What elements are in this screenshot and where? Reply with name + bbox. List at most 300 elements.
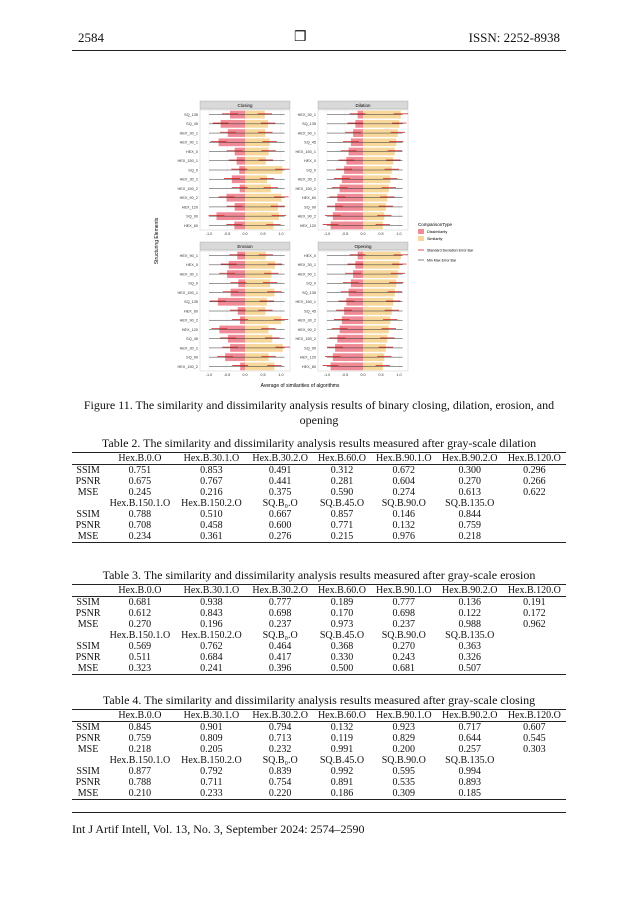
table-cell: 0.893	[458, 777, 481, 788]
table-row	[72, 465, 566, 477]
table-cell: PSNR	[75, 520, 101, 531]
table-cell: 0.491	[247, 465, 313, 477]
table-cell: 0.196	[200, 619, 223, 630]
table-cell: 0.368	[330, 641, 354, 652]
row-label: SQ_0	[306, 168, 316, 173]
table-cell: Hex.B.60.O	[313, 710, 371, 722]
row-label: HEX_0	[303, 254, 316, 259]
header-rule	[72, 50, 566, 51]
table-cell: SQ.B₀.O	[262, 755, 298, 766]
table-cell: 0.270	[458, 476, 481, 487]
x-tick-label: 1.0	[278, 232, 284, 236]
table-cell: 0.681	[104, 597, 176, 609]
row-label: HEX_0	[303, 159, 316, 164]
table-cell: 0.713	[268, 733, 292, 744]
row-label: HEX_90_1	[297, 272, 316, 277]
table-cell: 0.754	[268, 777, 292, 788]
table-cell: SQ.B.135.O	[445, 498, 495, 509]
row-label: HEX_150_1	[177, 159, 198, 164]
table-cell: 0.464	[268, 641, 292, 652]
journal-footer: Int J Artif Intell, Vol. 13, No. 3, September 2024: 2574–2590	[72, 822, 365, 836]
table-cell: 0.569	[128, 641, 152, 652]
table-3-caption: Table 3. The similarity and dissimilarity analysis results measured after gray-scale erosion	[102, 568, 536, 582]
box-icon: ❒	[294, 30, 307, 45]
row-label: HEX_120	[299, 355, 316, 360]
row-label: SQ_135	[302, 290, 316, 295]
row-label: HEX_60	[301, 196, 316, 201]
row-label: HEX_30_1	[297, 113, 316, 118]
table-cell	[503, 755, 566, 766]
table-cell: 0.590	[330, 487, 354, 498]
table-cell: Hex.B.0.O	[104, 710, 176, 722]
table-cell: 0.877	[128, 766, 152, 777]
table-header-row	[72, 453, 566, 465]
table-cell: 0.698	[268, 608, 292, 619]
row-label: HEX_0	[185, 149, 198, 154]
table-row	[72, 641, 566, 652]
table-cell: 0.276	[247, 531, 313, 543]
row-label: HEX_30_2	[297, 177, 316, 182]
table-cell: Hex.B.0.O	[104, 453, 176, 465]
table-cell: 0.500	[313, 663, 371, 675]
table-cell: 0.270	[128, 619, 152, 630]
row-label: SQ_0	[188, 168, 198, 173]
table-cell: MSE	[72, 663, 104, 675]
table-cell: 0.788	[128, 509, 152, 520]
table-cell: 0.938	[176, 597, 248, 609]
table-cell	[503, 652, 566, 663]
table-cell: 0.205	[200, 744, 223, 755]
table-3	[72, 584, 566, 675]
table-cell: 0.600	[268, 520, 292, 531]
x-tick-label: -0.5	[341, 232, 349, 236]
table-cell: Hex.B.30.1.O	[176, 453, 248, 465]
table-cell: 0.237	[268, 619, 292, 630]
row-label: SQ_45	[186, 337, 198, 342]
table-cell	[503, 520, 566, 531]
row-label: HEX_90_2	[297, 214, 316, 219]
table-cell: 0.794	[247, 722, 313, 734]
row-label: HEX_90_2	[297, 327, 316, 332]
table-row	[72, 652, 566, 663]
table-row	[72, 487, 566, 498]
table-cell: 0.545	[523, 733, 546, 744]
table-cell: 0.170	[330, 608, 354, 619]
page-number: 2584	[78, 30, 104, 45]
row-label: SQ_135	[184, 113, 198, 118]
figure-11	[150, 96, 490, 391]
table-cell: 0.237	[392, 619, 416, 630]
table-cell: 0.809	[200, 733, 223, 744]
table-cell: 0.672	[371, 465, 437, 477]
table-cell: Hex.B.120.O	[503, 453, 566, 465]
table-cell: 0.777	[247, 597, 313, 609]
table-cell: 0.172	[523, 608, 546, 619]
x-tick-label: 1.0	[278, 373, 284, 377]
table-cell: Hex.B.90.2.O	[437, 710, 503, 722]
row-label: HEX_0	[185, 263, 198, 268]
table-cell: 0.684	[200, 652, 223, 663]
table-cell: 0.839	[268, 766, 292, 777]
table-cell: 0.976	[371, 531, 437, 543]
row-label: HEX_60	[183, 309, 198, 314]
table-cell: Hex.B.90.2.O	[437, 453, 503, 465]
table-cell: Hex.B.60.O	[313, 453, 371, 465]
table-cell: 0.992	[330, 766, 354, 777]
table-cell: 0.185	[437, 788, 503, 800]
table-row	[72, 509, 566, 520]
table-cell	[503, 630, 566, 641]
table-cell: 0.751	[104, 465, 176, 477]
legend-label: Dissimilarity	[427, 230, 448, 234]
row-label: SQ_45	[304, 309, 316, 314]
row-label: SQ_90	[304, 205, 316, 210]
table-cell: 0.309	[371, 788, 437, 800]
table-cell: 0.777	[371, 597, 437, 609]
table-cell: 0.210	[104, 788, 176, 800]
table-header-row	[72, 498, 566, 509]
table-cell: SQ.B.135.O	[445, 755, 495, 766]
table-cell: 0.326	[458, 652, 481, 663]
table-cell: 0.962	[523, 619, 546, 630]
table-cell: 0.417	[268, 652, 292, 663]
table-row	[72, 766, 566, 777]
table-cell: 0.186	[313, 788, 371, 800]
legend-label: Min Max Error Bar	[427, 258, 457, 263]
table-cell: 0.241	[176, 663, 248, 675]
table-cell: 0.274	[392, 487, 416, 498]
table-cell: 0.844	[458, 509, 481, 520]
table-cell: 0.535	[392, 777, 416, 788]
x-tick-label: -1.0	[205, 232, 213, 236]
table-cell: 0.216	[200, 487, 223, 498]
table-cell: 0.132	[392, 520, 416, 531]
legend-swatch-dissimilarity	[418, 229, 424, 234]
table-cell: SSIM	[72, 465, 104, 477]
row-label: HEX_90_1	[179, 254, 198, 259]
table-cell: Hex.B.120.O	[503, 710, 566, 722]
row-label: HEX_90_2	[179, 318, 198, 323]
table-row	[72, 608, 566, 619]
row-label: HEX_150_2	[295, 186, 316, 191]
row-label: HEX_150_1	[295, 300, 316, 305]
table-cell: Hex.B.150.1.O	[109, 755, 171, 766]
table-cell	[72, 498, 104, 509]
row-label: HEX_150_2	[295, 337, 316, 342]
table-cell: 0.711	[200, 777, 223, 788]
table-cell: Hex.B.0.O	[104, 585, 176, 597]
facet-title: Dilation	[355, 103, 371, 108]
row-label: HEX_30_1	[297, 263, 316, 268]
table-cell: 0.191	[503, 597, 566, 609]
facet-title: Erosion	[237, 244, 253, 249]
table-cell: 0.396	[247, 663, 313, 675]
table-cell: 0.375	[268, 487, 292, 498]
table-cell: 0.281	[330, 476, 354, 487]
row-label: HEX_60	[183, 223, 198, 228]
table-cell: SSIM	[76, 509, 100, 520]
table-cell: Hex.B.90.1.O	[371, 453, 437, 465]
row-label: HEX_30_2	[179, 346, 198, 351]
table-cell: 0.792	[200, 766, 223, 777]
table-4	[72, 709, 566, 800]
table-cell: 0.361	[176, 531, 248, 543]
table-cell: Hex.B.90.2.O	[437, 585, 503, 597]
table-cell: Hex.B.150.1.O	[109, 498, 171, 509]
table-cell: 0.146	[392, 509, 416, 520]
table-cell: PSNR	[75, 733, 101, 744]
table-row	[72, 531, 566, 543]
row-label: HEX_30_1	[179, 272, 198, 277]
table-cell	[72, 585, 104, 597]
table-cell: SQ.B.90.O	[381, 498, 426, 509]
table-cell: 0.270	[392, 641, 416, 652]
table-cell: MSE	[77, 619, 99, 630]
x-tick-label: 0.0	[242, 373, 248, 377]
row-label: SQ_135	[302, 122, 316, 127]
row-label: HEX_30_2	[179, 177, 198, 182]
row-label: SQ_90	[186, 214, 198, 219]
table-cell: MSE	[77, 744, 99, 755]
table-cell: 0.233	[176, 788, 248, 800]
table-cell: 0.136	[437, 597, 503, 609]
row-label: HEX_30_2	[297, 318, 316, 323]
table-cell: 0.604	[392, 476, 416, 487]
table-cell: PSNR	[75, 652, 101, 663]
table-cell: SSIM	[72, 597, 104, 609]
table-cell: 0.218	[437, 531, 503, 543]
table-cell: Hex.B.30.2.O	[247, 453, 313, 465]
table-cell	[503, 777, 566, 788]
table-cell: 0.829	[392, 733, 416, 744]
row-label: SQ_90	[186, 355, 198, 360]
table-cell: SQ.B.45.O	[319, 498, 365, 509]
table-cell: 0.853	[176, 465, 248, 477]
table-cell: 0.243	[392, 652, 416, 663]
table-cell: Hex.B.150.2.O	[181, 755, 242, 766]
table-cell: 0.759	[128, 733, 152, 744]
table-row	[72, 663, 566, 675]
table-cell	[503, 498, 566, 509]
table-row	[72, 520, 566, 531]
table-header-row	[72, 630, 566, 641]
table-cell: 0.220	[247, 788, 313, 800]
table-row	[72, 777, 566, 788]
table-cell: SSIM	[72, 722, 104, 734]
table-cell: SSIM	[76, 766, 100, 777]
y-axis-label: Structuring Elements	[154, 217, 160, 265]
table-cell: Hex.B.90.1.O	[371, 710, 437, 722]
table-cell: SQ.B.135.O	[445, 630, 495, 641]
row-label: HEX_30_1	[179, 131, 198, 136]
table-cell: MSE	[72, 788, 104, 800]
table-cell: PSNR	[75, 608, 101, 619]
legend-label: Similarity	[427, 237, 443, 241]
table-cell: 0.303	[523, 744, 546, 755]
table-cell: 0.189	[313, 597, 371, 609]
table-cell: SSIM	[76, 641, 100, 652]
table-cell	[72, 630, 104, 641]
table-cell: 0.607	[503, 722, 566, 734]
x-tick-label: 1.0	[396, 232, 402, 236]
table-cell: 0.266	[523, 476, 546, 487]
table-cell: Hex.B.60.O	[313, 585, 371, 597]
table-cell: 0.788	[128, 777, 152, 788]
table-cell: 0.119	[330, 733, 354, 744]
table-row	[72, 788, 566, 800]
table-4-caption: Table 4. The similarity and dissimilarity analysis results measured after gray-scale closing	[102, 693, 536, 707]
table-cell: 0.330	[330, 652, 354, 663]
table-cell: SQ.B₀.O	[262, 630, 298, 641]
table-cell: 0.923	[371, 722, 437, 734]
table-cell: Hex.B.150.2.O	[181, 630, 242, 641]
x-tick-label: -0.5	[223, 373, 231, 377]
table-cell: 0.708	[128, 520, 152, 531]
table-cell: 0.681	[371, 663, 437, 675]
table-cell: 0.613	[458, 487, 481, 498]
row-label: HEX_150_1	[295, 149, 316, 154]
table-cell: 0.845	[104, 722, 176, 734]
table-cell: SQ.B.45.O	[319, 630, 365, 641]
row-label: HEX_90_1	[297, 131, 316, 136]
x-tick-label: -1.0	[323, 373, 331, 377]
table-cell: 0.507	[437, 663, 503, 675]
table-row	[72, 744, 566, 755]
table-cell: 0.300	[437, 465, 503, 477]
row-label: HEX_90_1	[179, 140, 198, 145]
table-cell: 0.759	[458, 520, 481, 531]
table-cell: 0.234	[104, 531, 176, 543]
row-label: SQ_0	[306, 281, 316, 286]
table-row	[72, 722, 566, 734]
row-label: SQ_135	[184, 300, 198, 305]
table-cell: 0.458	[200, 520, 223, 531]
row-label: HEX_150_2	[177, 364, 198, 369]
table-cell: 0.510	[200, 509, 223, 520]
footer-rule	[72, 812, 566, 813]
table-cell: 0.622	[523, 487, 546, 498]
table-cell: 0.717	[437, 722, 503, 734]
x-tick-label: 0.0	[242, 232, 248, 236]
table-cell	[503, 531, 566, 543]
facet-title: Closing	[237, 103, 253, 108]
table-cell: 0.215	[313, 531, 371, 543]
table-cell: Hex.B.30.2.O	[247, 710, 313, 722]
table-header-row	[72, 755, 566, 766]
row-label: HEX_120	[181, 327, 198, 332]
table-cell: 0.312	[313, 465, 371, 477]
table-cell	[503, 788, 566, 800]
table-cell	[72, 710, 104, 722]
table-cell: 0.973	[330, 619, 354, 630]
table-cell: 0.200	[392, 744, 416, 755]
x-tick-label: 0.0	[360, 232, 366, 236]
row-label: SQ_90	[304, 346, 316, 351]
table-2	[72, 452, 566, 543]
legend-label: Standard Deviation Error Bar	[427, 248, 474, 253]
row-label: SQ_45	[186, 122, 198, 127]
x-tick-label: -1.0	[205, 373, 213, 377]
table-cell: 0.901	[176, 722, 248, 734]
row-label: HEX_150_2	[177, 186, 198, 191]
row-label: HEX_120	[299, 223, 316, 228]
table-cell: 0.363	[458, 641, 481, 652]
table-cell	[503, 766, 566, 777]
issn: ISSN: 2252-8938	[468, 30, 560, 45]
table-cell: 0.698	[392, 608, 416, 619]
table-cell: 0.762	[200, 641, 223, 652]
table-cell	[503, 509, 566, 520]
table-2-caption: Table 2. The similarity and dissimilarity analysis results measured after gray-scale dilation	[101, 436, 537, 450]
table-cell: MSE	[72, 531, 104, 543]
table-cell: 0.767	[200, 476, 223, 487]
table-cell: 0.511	[128, 652, 151, 663]
table-cell: Hex.B.120.O	[503, 585, 566, 597]
table-cell: 0.245	[128, 487, 152, 498]
x-tick-label: 0.5	[378, 373, 384, 377]
table-cell: MSE	[77, 487, 99, 498]
table-cell: 0.843	[200, 608, 223, 619]
table-cell: Hex.B.150.2.O	[181, 498, 242, 509]
table-cell: 0.323	[104, 663, 176, 675]
table-cell: 0.441	[268, 476, 292, 487]
table-cell	[72, 453, 104, 465]
table-header-row	[72, 585, 566, 597]
table-cell: SQ.B₀.O	[262, 498, 298, 509]
table-cell: 0.257	[458, 744, 481, 755]
table-cell: 0.132	[313, 722, 371, 734]
table-cell: Hex.B.30.2.O	[247, 585, 313, 597]
x-tick-label: -0.5	[223, 232, 231, 236]
table-cell	[72, 755, 104, 766]
table-cell: 0.991	[330, 744, 354, 755]
figure-caption: Figure 11. The similarity and dissimilarity analysis results of binary closing, dilation, erosion, and opening	[83, 398, 555, 427]
row-label: HEX_150_1	[177, 290, 198, 295]
table-cell: 0.122	[458, 608, 481, 619]
x-tick-label: -0.5	[341, 373, 349, 377]
table-cell: 0.667	[268, 509, 292, 520]
facet-title: Opening	[354, 244, 372, 249]
table-header-row	[72, 710, 566, 722]
x-tick-label: 0.0	[360, 373, 366, 377]
row-label: HEX_90_2	[179, 196, 198, 201]
table-cell: Hex.B.90.1.O	[371, 585, 437, 597]
table-row	[72, 619, 566, 630]
x-tick-label: 1.0	[396, 373, 402, 377]
x-tick-label: 0.5	[260, 232, 266, 236]
table-row	[72, 476, 566, 487]
legend-title: ComparisonType	[418, 222, 453, 227]
table-cell: SQ.B.45.O	[319, 755, 365, 766]
x-tick-label: -1.0	[323, 232, 331, 236]
table-cell: Hex.B.30.1.O	[176, 585, 248, 597]
table-cell: 0.988	[458, 619, 481, 630]
x-tick-label: 0.5	[378, 232, 384, 236]
x-axis-label: Average of similarities of algorithms	[260, 383, 340, 389]
table-cell: 0.232	[268, 744, 292, 755]
table-cell: 0.771	[330, 520, 354, 531]
table-cell: 0.857	[330, 509, 354, 520]
table-cell: 0.644	[458, 733, 481, 744]
row-label: HEX_120	[181, 205, 198, 210]
table-cell: PSNR	[75, 476, 101, 487]
table-cell: 0.612	[128, 608, 152, 619]
table-row	[72, 733, 566, 744]
table-cell: PSNR	[75, 777, 101, 788]
table-cell: SQ.B.90.O	[381, 630, 426, 641]
table-cell: 0.218	[128, 744, 152, 755]
table-cell: SQ.B.90.O	[381, 755, 426, 766]
